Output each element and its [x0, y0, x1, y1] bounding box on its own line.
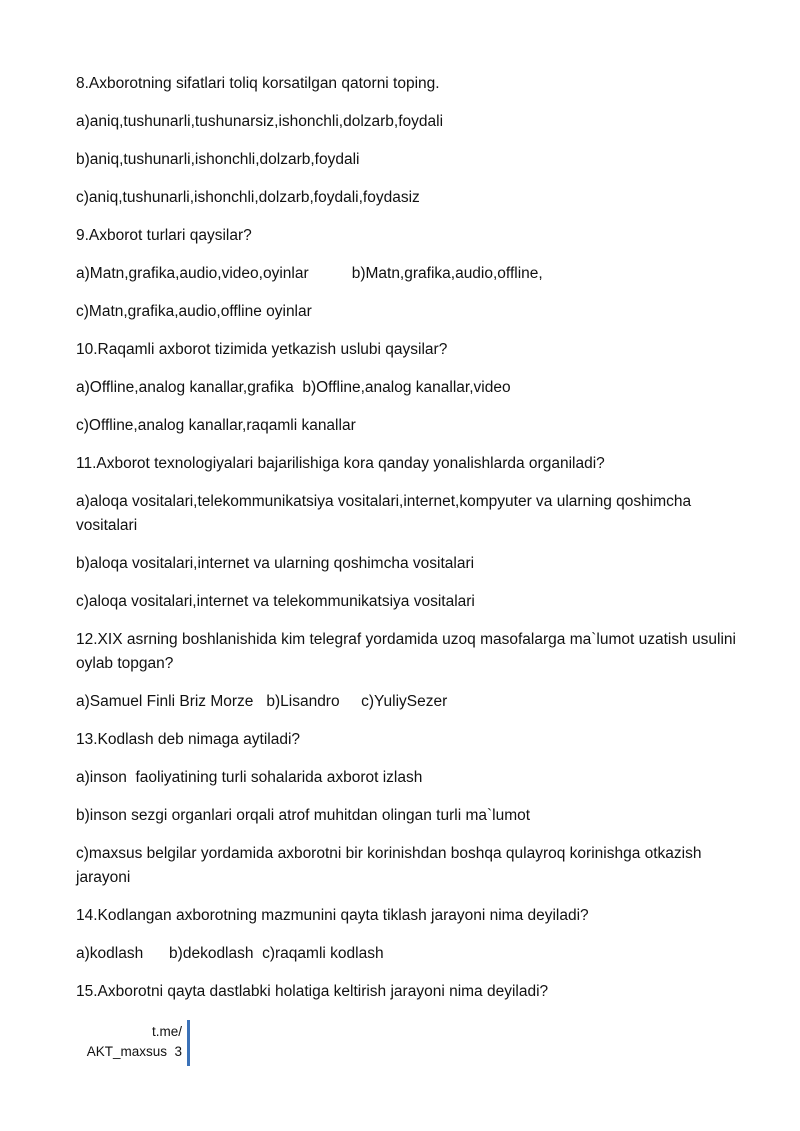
- option-11b: b)aloqa vositalari,internet va ularning qoshimcha vositalari: [76, 555, 475, 572]
- question-12: 12.XIX asrning boshlanishida kim telegraf yordamida uzoq masofalarga ma`lumot uzatish usulini oylab topgan?: [76, 631, 736, 672]
- question-10: 10.Raqamli axborot tizimida yetkazish uslubi qaysilar?: [76, 341, 448, 358]
- question-8: 8.Axborotning sifatlari toliq korsatilgan qatorni toping.: [76, 75, 440, 92]
- footer-divider-bar: [187, 1020, 190, 1066]
- question-15: 15.Axborotni qayta dastlabki holatiga keltirish jarayoni nima deyiladi?: [76, 983, 549, 1000]
- question-13: 13.Kodlash deb nimaga aytiladi?: [76, 731, 301, 748]
- option-13c: c)maxsus belgilar yordamida axborotni bir korinishdan boshqa qulayroq korinishga otkazish jarayoni: [76, 845, 702, 886]
- question-14: 14.Kodlangan axborotning mazmunini qayta tiklash jarayoni nima deyiladi?: [76, 907, 589, 924]
- option-14abc: a)kodlash b)dekodlash c)raqamli kodlash: [76, 945, 384, 962]
- option-12abc: a)Samuel Finli Briz Morze b)Lisandro c)YuliySezer: [76, 693, 448, 710]
- option-9c: c)Matn,grafika,audio,offline oyinlar: [76, 303, 312, 320]
- document-body: [76, 72, 736, 1018]
- option-11a: a)aloqa vositalari,telekommunikatsiya vositalari,internet,kompyuter va ularning qoshimcha vositalari: [76, 493, 692, 534]
- option-11c: c)aloqa vositalari,internet va telekommunikatsiya vositalari: [76, 593, 475, 610]
- option-13a: a)inson faoliyatining turli sohalarida axborot izlash: [76, 769, 423, 786]
- question-11: 11.Axborot texnologiyalari bajarilishiga kora qanday yonalishlarda organiladi?: [76, 455, 605, 472]
- option-9ab: a)Matn,grafika,audio,video,oyinlar b)Matn,grafika,audio,offline,: [76, 265, 543, 282]
- footer-channel-prefix: t.me/: [151, 1024, 182, 1039]
- option-8a: a)aniq,tushunarli,tushunarsiz,ishonchli,dolzarb,foydali: [76, 113, 444, 130]
- footer-channel-page: AKT_maxsus 3: [86, 1044, 182, 1059]
- option-8b: b)aniq,tushunarli,ishonchli,dolzarb,foydali: [76, 151, 360, 168]
- page-footer: [86, 1022, 182, 1062]
- option-13b: b)inson sezgi organlari orqali atrof muhitdan olingan turli ma`lumot: [76, 807, 531, 824]
- option-10c: c)Offline,analog kanallar,raqamli kanallar: [76, 417, 356, 434]
- option-10ab: a)Offline,analog kanallar,grafika b)Offline,analog kanallar,video: [76, 379, 511, 396]
- option-8c: c)aniq,tushunarli,ishonchli,dolzarb,foydali,foydasiz: [76, 189, 420, 206]
- question-9: 9.Axborot turlari qaysilar?: [76, 227, 252, 244]
